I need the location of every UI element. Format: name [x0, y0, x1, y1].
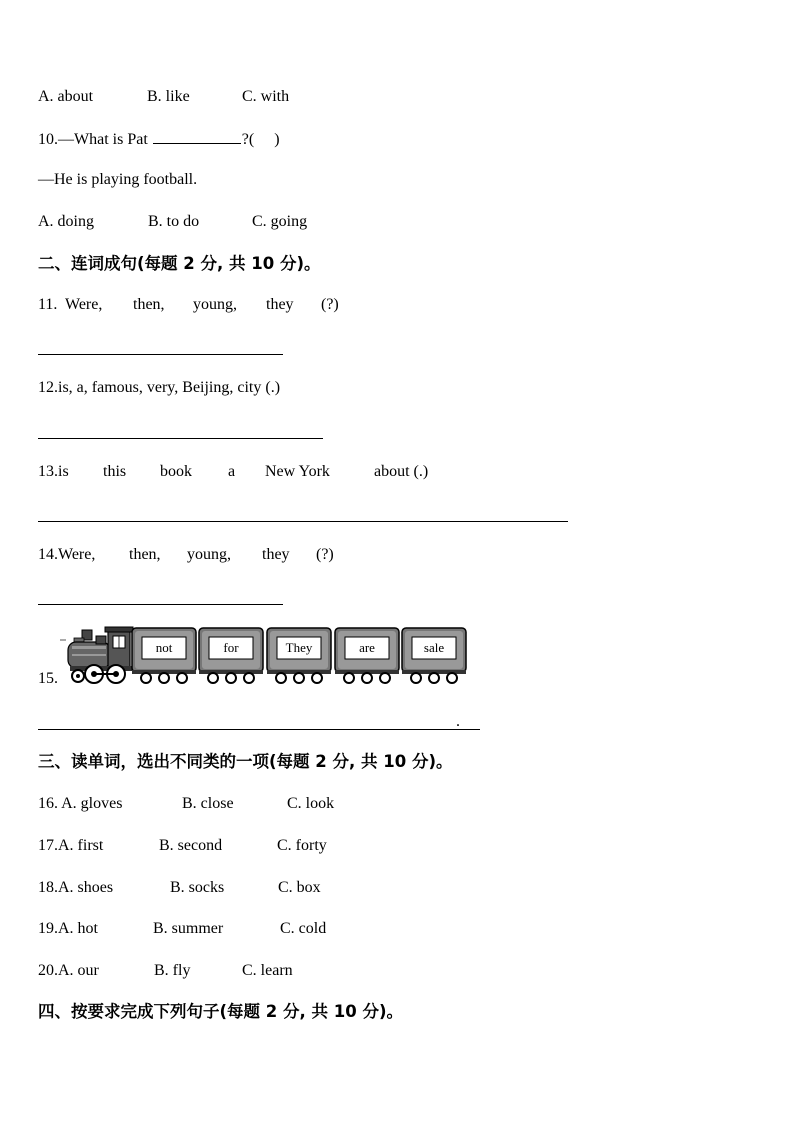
train-car-word: They: [285, 640, 313, 655]
q10-option-a: A. doing: [38, 213, 94, 230]
q14-number: 14.Were,: [38, 546, 96, 563]
q10-stem-before: 10.—What is Pat: [38, 131, 152, 148]
q14-word: young,: [187, 546, 231, 563]
locomotive-icon: [60, 627, 133, 683]
q13-answer-line[interactable]: [38, 521, 568, 522]
q12-answer-line[interactable]: [38, 438, 323, 439]
q13-word: New York: [265, 463, 330, 480]
q9-option-c: C. with: [242, 88, 290, 105]
q10-option-b: B. to do: [148, 213, 200, 230]
q11-word: Were,: [65, 296, 103, 313]
q13-word: about (.): [374, 463, 429, 480]
train-car: [335, 628, 399, 683]
q14-word: they: [262, 546, 290, 563]
q20-option-c: C. learn: [242, 962, 293, 979]
train-car: [402, 628, 466, 683]
q19-option-b: B. summer: [153, 920, 224, 937]
q17-option-c: C. forty: [277, 837, 327, 854]
q15-answer-line[interactable]: [38, 729, 480, 730]
q13-word: book: [160, 463, 192, 480]
train-car: [132, 628, 196, 683]
q18-option-b: B. socks: [170, 879, 225, 896]
train-car-word: are: [359, 640, 375, 655]
q20-option-a: 20.A. our: [38, 962, 99, 979]
q17-option-a: 17.A. first: [38, 837, 104, 854]
q19-option-c: C. cold: [280, 920, 327, 937]
q13-number: 13.is: [38, 463, 69, 480]
q13-word: this: [103, 463, 127, 480]
q16-option-a: 16. A. gloves: [38, 795, 123, 812]
section2-heading: 二、连词成句(每题 2 分, 共 10 分)。: [38, 254, 321, 273]
q11-answer-line[interactable]: [38, 354, 283, 355]
q15-period: .: [456, 713, 460, 730]
q9-option-a: A. about: [38, 88, 94, 105]
q11-word: then,: [133, 296, 165, 313]
q10-stem-after: ?( ): [241, 131, 280, 148]
q12-text: 12.is, a, famous, very, Beijing, city (.): [38, 379, 281, 396]
q19-option-a: 19.A. hot: [38, 920, 98, 937]
q18-option-c: C. box: [278, 879, 321, 896]
q10-stem: [38, 129, 280, 150]
train-car-word: not: [155, 640, 173, 655]
q11-word: young,: [193, 296, 237, 313]
train-car-word: for: [223, 640, 239, 655]
q17-option-b: B. second: [159, 837, 223, 854]
section3-heading: 三、读单词，选出不同类的一项(每题 2 分, 共 10 分)。: [38, 752, 453, 771]
train-car: [267, 628, 331, 683]
q14-word: then,: [129, 546, 161, 563]
q10-option-c: C. going: [252, 213, 308, 230]
q11-number: 11.: [38, 296, 58, 313]
q9-option-b: B. like: [147, 88, 190, 105]
q15-number: 15.: [38, 670, 58, 687]
q18-option-a: 18.A. shoes: [38, 879, 114, 896]
q10-blank: [153, 129, 241, 144]
q14-word: (?): [316, 546, 334, 563]
q10-reply: —He is playing football.: [38, 171, 198, 188]
q13-word: a: [228, 463, 236, 480]
train-car-word: sale: [423, 640, 445, 655]
q14-answer-line[interactable]: [38, 604, 283, 605]
q16-option-b: B. close: [182, 795, 234, 812]
train-illustration: [60, 624, 470, 688]
train-car: [199, 628, 263, 683]
q16-option-c: C. look: [287, 795, 335, 812]
section4-heading: 四、按要求完成下列句子(每题 2 分, 共 10 分)。: [38, 1002, 404, 1021]
q11-word: (?): [321, 296, 339, 313]
q11-word: they: [266, 296, 294, 313]
q20-option-b: B. fly: [154, 962, 191, 979]
